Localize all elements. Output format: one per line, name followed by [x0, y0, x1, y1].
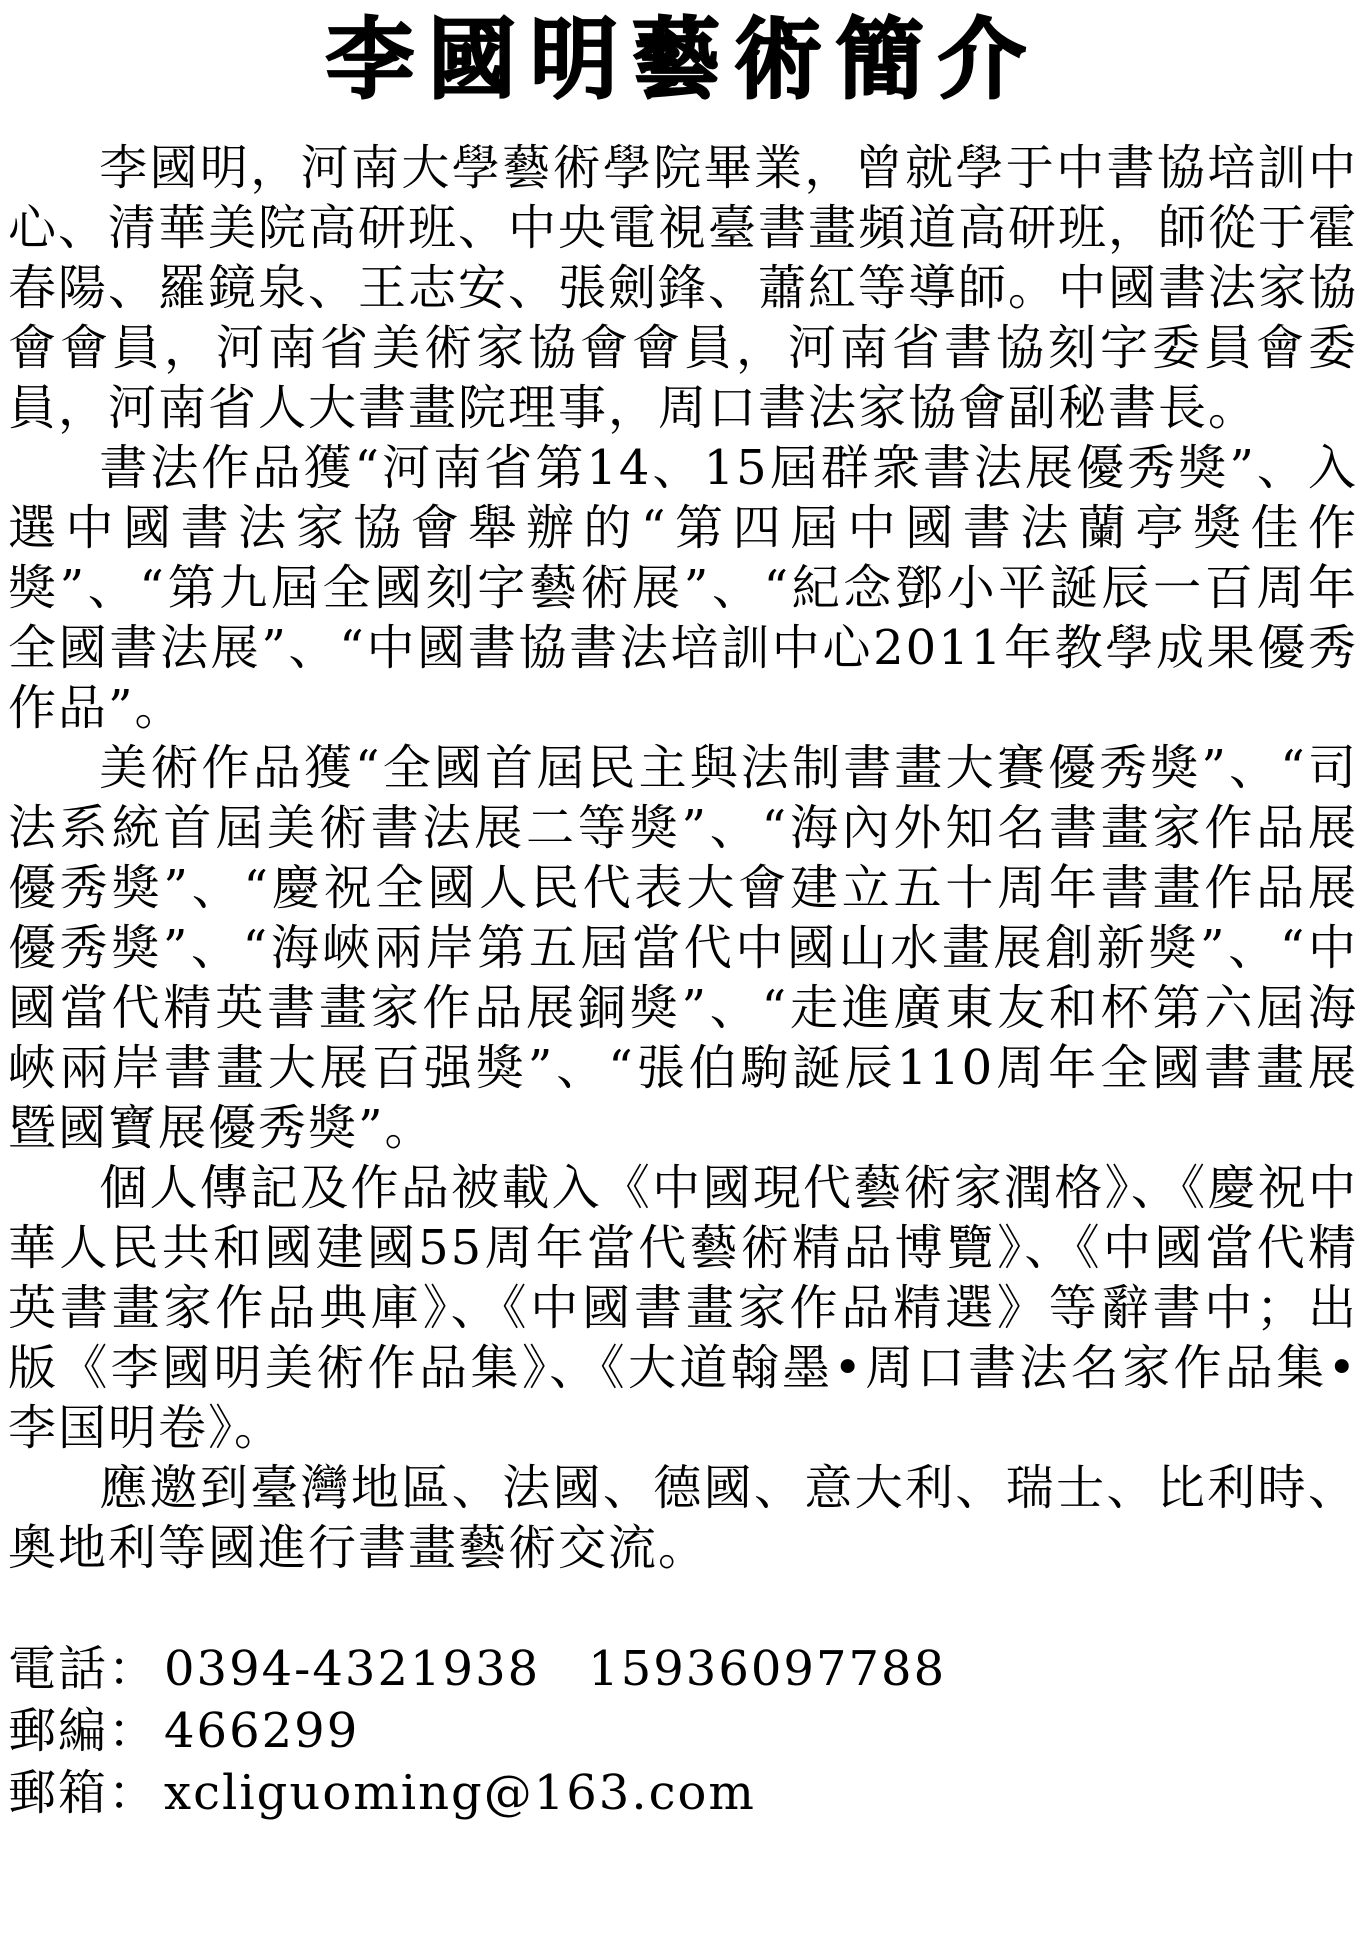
phone-landline: 0394-4321938	[164, 1641, 541, 1697]
postcode-value: 466299	[164, 1703, 360, 1759]
email-label: 郵箱：	[8, 1765, 159, 1821]
phone-mobile: 15936097788	[588, 1641, 947, 1697]
paragraph-calligraphy-awards: 書法作品獲“河南省第14、15屆群衆書法展優秀獎”、入選中國書法家協會舉辦的“第四屆中國書法蘭亭獎佳作獎”、“第九屆全國刻字藝術展”、“紀念鄧小平誕辰一百周年全國書法展”、“中國書協書法培訓中心2011年教學成果優秀作品”。	[8, 440, 1358, 736]
paragraph-publications: 個人傳記及作品被載入《中國現代藝術家潤格》、《慶祝中華人民共和國建國55周年當代藝術精品博覽》、《中國當代精英書畫家作品典庫》、《中國書畫家作品精選》等辭書中；出版《李國明美術作品集》、《大道翰墨•周口書法名家作品集•李国明卷》。	[8, 1160, 1358, 1456]
email-row	[8, 1762, 1358, 1824]
phone-label: 電話：	[8, 1641, 159, 1697]
document-title: 李國明藝術簡介	[325, 8, 1040, 111]
paragraph-education: 李國明，河南大學藝術學院畢業，曾就學于中書協培訓中心、清華美院高研班、中央電視臺書畫頻道高研班，師從于霍春陽、羅鏡泉、王志安、張劍鋒、蕭紅等導師。中國書法家協會會員，河南省美術家協會會員，河南省書協刻字委員會委員，河南省人大書畫院理事，周口書法家協會副秘書長。	[8, 140, 1359, 436]
email-value: xcliguoming@163.com	[164, 1765, 756, 1821]
paragraph-exchanges: 應邀到臺灣地區、法國、德國、意大利、瑞士、比利時、奧地利等國進行書畫藝術交流。	[8, 1460, 1358, 1576]
postcode-label: 郵編：	[8, 1703, 159, 1759]
phone-row	[8, 1638, 1358, 1700]
contact-info	[8, 1638, 1358, 1824]
postcode-row	[8, 1700, 1358, 1762]
biography-body	[8, 138, 1358, 1578]
paragraph-art-awards: 美術作品獲“全國首屆民主與法制書畫大賽優秀獎”、“司法系統首屆美術書法展二等獎”、“海內外知名書畫家作品展優秀獎”、“慶祝全國人民代表大會建立五十周年書畫作品展優秀獎”、“海峽兩岸第五屆當代中國山水畫展創新獎”、“中國當代精英書畫家作品展銅獎”、“走進廣東友和杯第六屆海峽兩岸書畫大展百强獎”、“張伯駒誕辰110周年全國書畫展暨國寶展優秀獎”。	[8, 740, 1358, 1156]
